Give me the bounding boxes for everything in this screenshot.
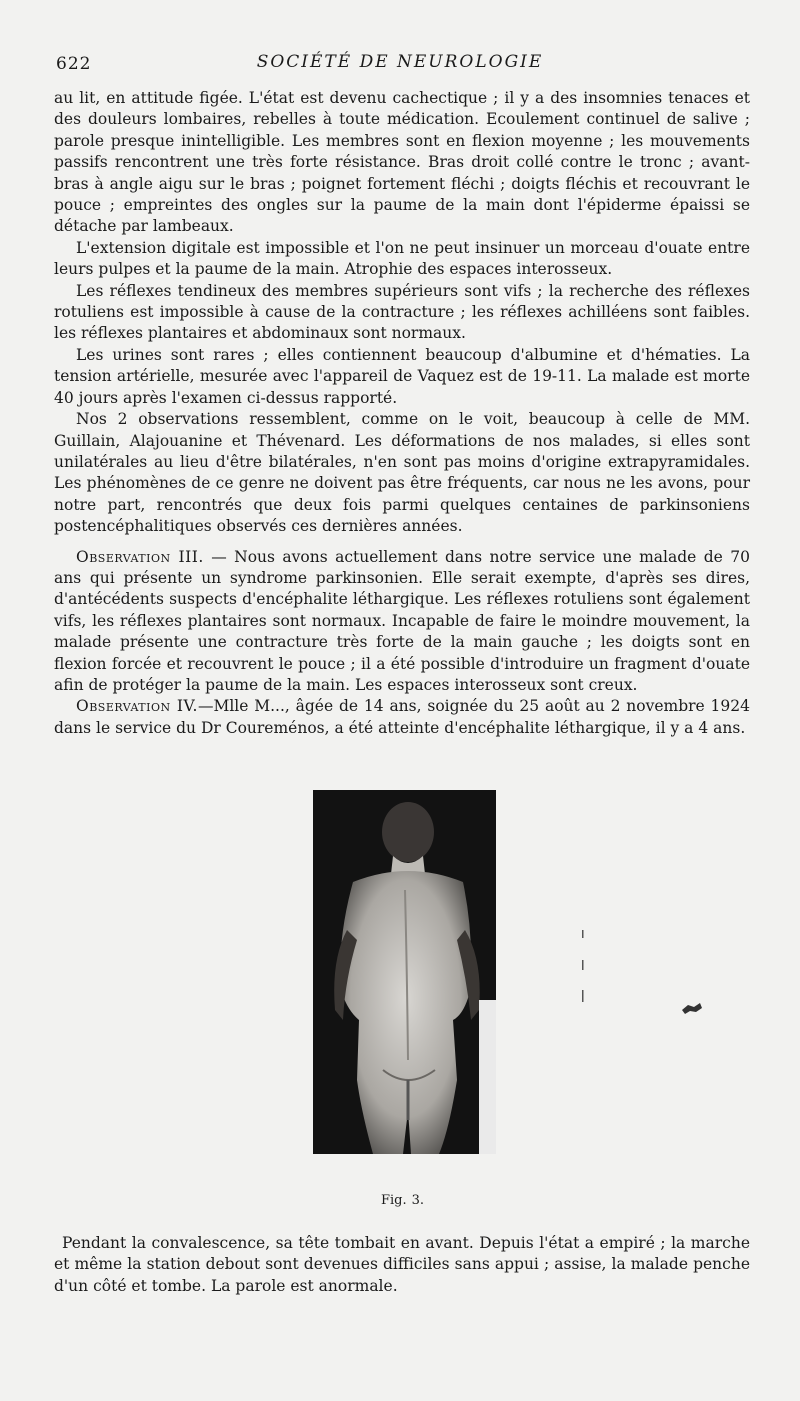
observation-4-label: Observation IV. — [76, 697, 198, 716]
figure-caption — [0, 1193, 800, 1208]
running-header — [52, 52, 748, 78]
observation-4-text: —Mlle M..., âgée de 14 ans, soignée du 25 août au 2 novembre 1924 dans le service du Dr Coureménos, a été atteinte d'encéphalite léthargique, il y a 4 ans. — [54, 697, 750, 737]
paragraph: au lit, en attitude figée. L'état est devenu cachectique ; il y a des insomnies tenaces et des douleurs lombaires, rebelles à toute médication. Ecoulement continuel de salive ; parole presque inintelligible. Les membres sont en flexion moyenne ; les mouvements passifs rencontrent une très forte résistance. Bras droit collé contre le tronc ; avant-bras à angle aigu sur le bras ; poignet fortement fléchi ; doigts fléchis et recouvrant le pouce ; empreintes des ongles sur la paume de la main dont l'épiderme épaissi se détache par lambeaux. — [54, 89, 750, 236]
body-text — [54, 88, 750, 739]
ink-speck — [680, 1002, 704, 1016]
paragraph: Les réflexes tendineux des membres supérieurs sont vifs ; la recherche des réflexes rotuliens est impossible à cause de la contracture ; les réflexes achilléens sont faibles. les réflexes plantaires et abdominaux sont normaux. — [54, 281, 750, 343]
running-title: SOCIÉTÉ DE NEUROLOGIE — [256, 52, 544, 72]
paragraph: L'extension digitale est impossible et l'on ne peut insinuer un morceau d'ouate entre leurs pulpes et la paume de la main. Atrophie des espaces interosseux. — [54, 238, 750, 279]
page-number: 622 — [56, 54, 92, 74]
observation-3-paragraph — [54, 547, 750, 697]
margin-marks — [580, 930, 586, 1020]
figure-caption-number: 3. — [411, 1193, 425, 1208]
photograph-image — [313, 790, 496, 1154]
figure-photograph — [313, 790, 496, 1154]
observation-3-label: Observation III. — [76, 547, 204, 566]
observation-3-text: — Nous avons actuellement dans notre service une malade de 70 ans qui présente un syndrome parkinsonien. Elle serait exempte, d'après ses dires, d'antécédents suspects d'encéphalite léthargique. Les réflexes rotuliens sont également vifs, les réflexes plantaires sont normaux. Incapable de faire le moindre mouvement, la malade présente une contracture très forte de la main gauche ; les doigts sont en flexion forcée et recouvrent le pouce ; il a été possible d'introduire un fragment d'ouate afin de protéger la paume de la main. Les espaces interosseux sont creux. — [54, 547, 750, 694]
observation-4-paragraph — [54, 696, 750, 739]
figure-caption-prefix: Fig. — [380, 1193, 407, 1208]
paragraph: Nos 2 observations ressemblent, comme on le voit, beaucoup à celle de MM. Guillain, Alajouanine et Thévenard. Les déformations de nos malades, si elles sont unilatérales au lieu d'être bilatérales, n'en sont pas moins d'origine extrapyramidales. Les phénomènes de ce genre ne doivent pas être fréquents, car nous ne les avons, pour notre part, rencontrés que deux fois parmi quelques centaines de parkinsoniens postencéphalitiques observés ces dernières années. — [54, 410, 750, 536]
closing-paragraph: Pendant la convalescence, sa tête tombait en avant. Depuis l'état a empiré ; la marche et même la station debout sont devenues difficiles sans appui ; assise, la malade penche d'un côté et tombe. La parole est anormale. — [54, 1234, 750, 1295]
body-text-continued — [54, 1233, 750, 1297]
paragraph: Les urines sont rares ; elles contiennent beaucoup d'albumine et d'hématies. La tension artérielle, mesurée avec l'appareil de Vaquez est de 19-11. La malade est morte 40 jours après l'examen ci-dessus rapporté. — [54, 345, 750, 407]
